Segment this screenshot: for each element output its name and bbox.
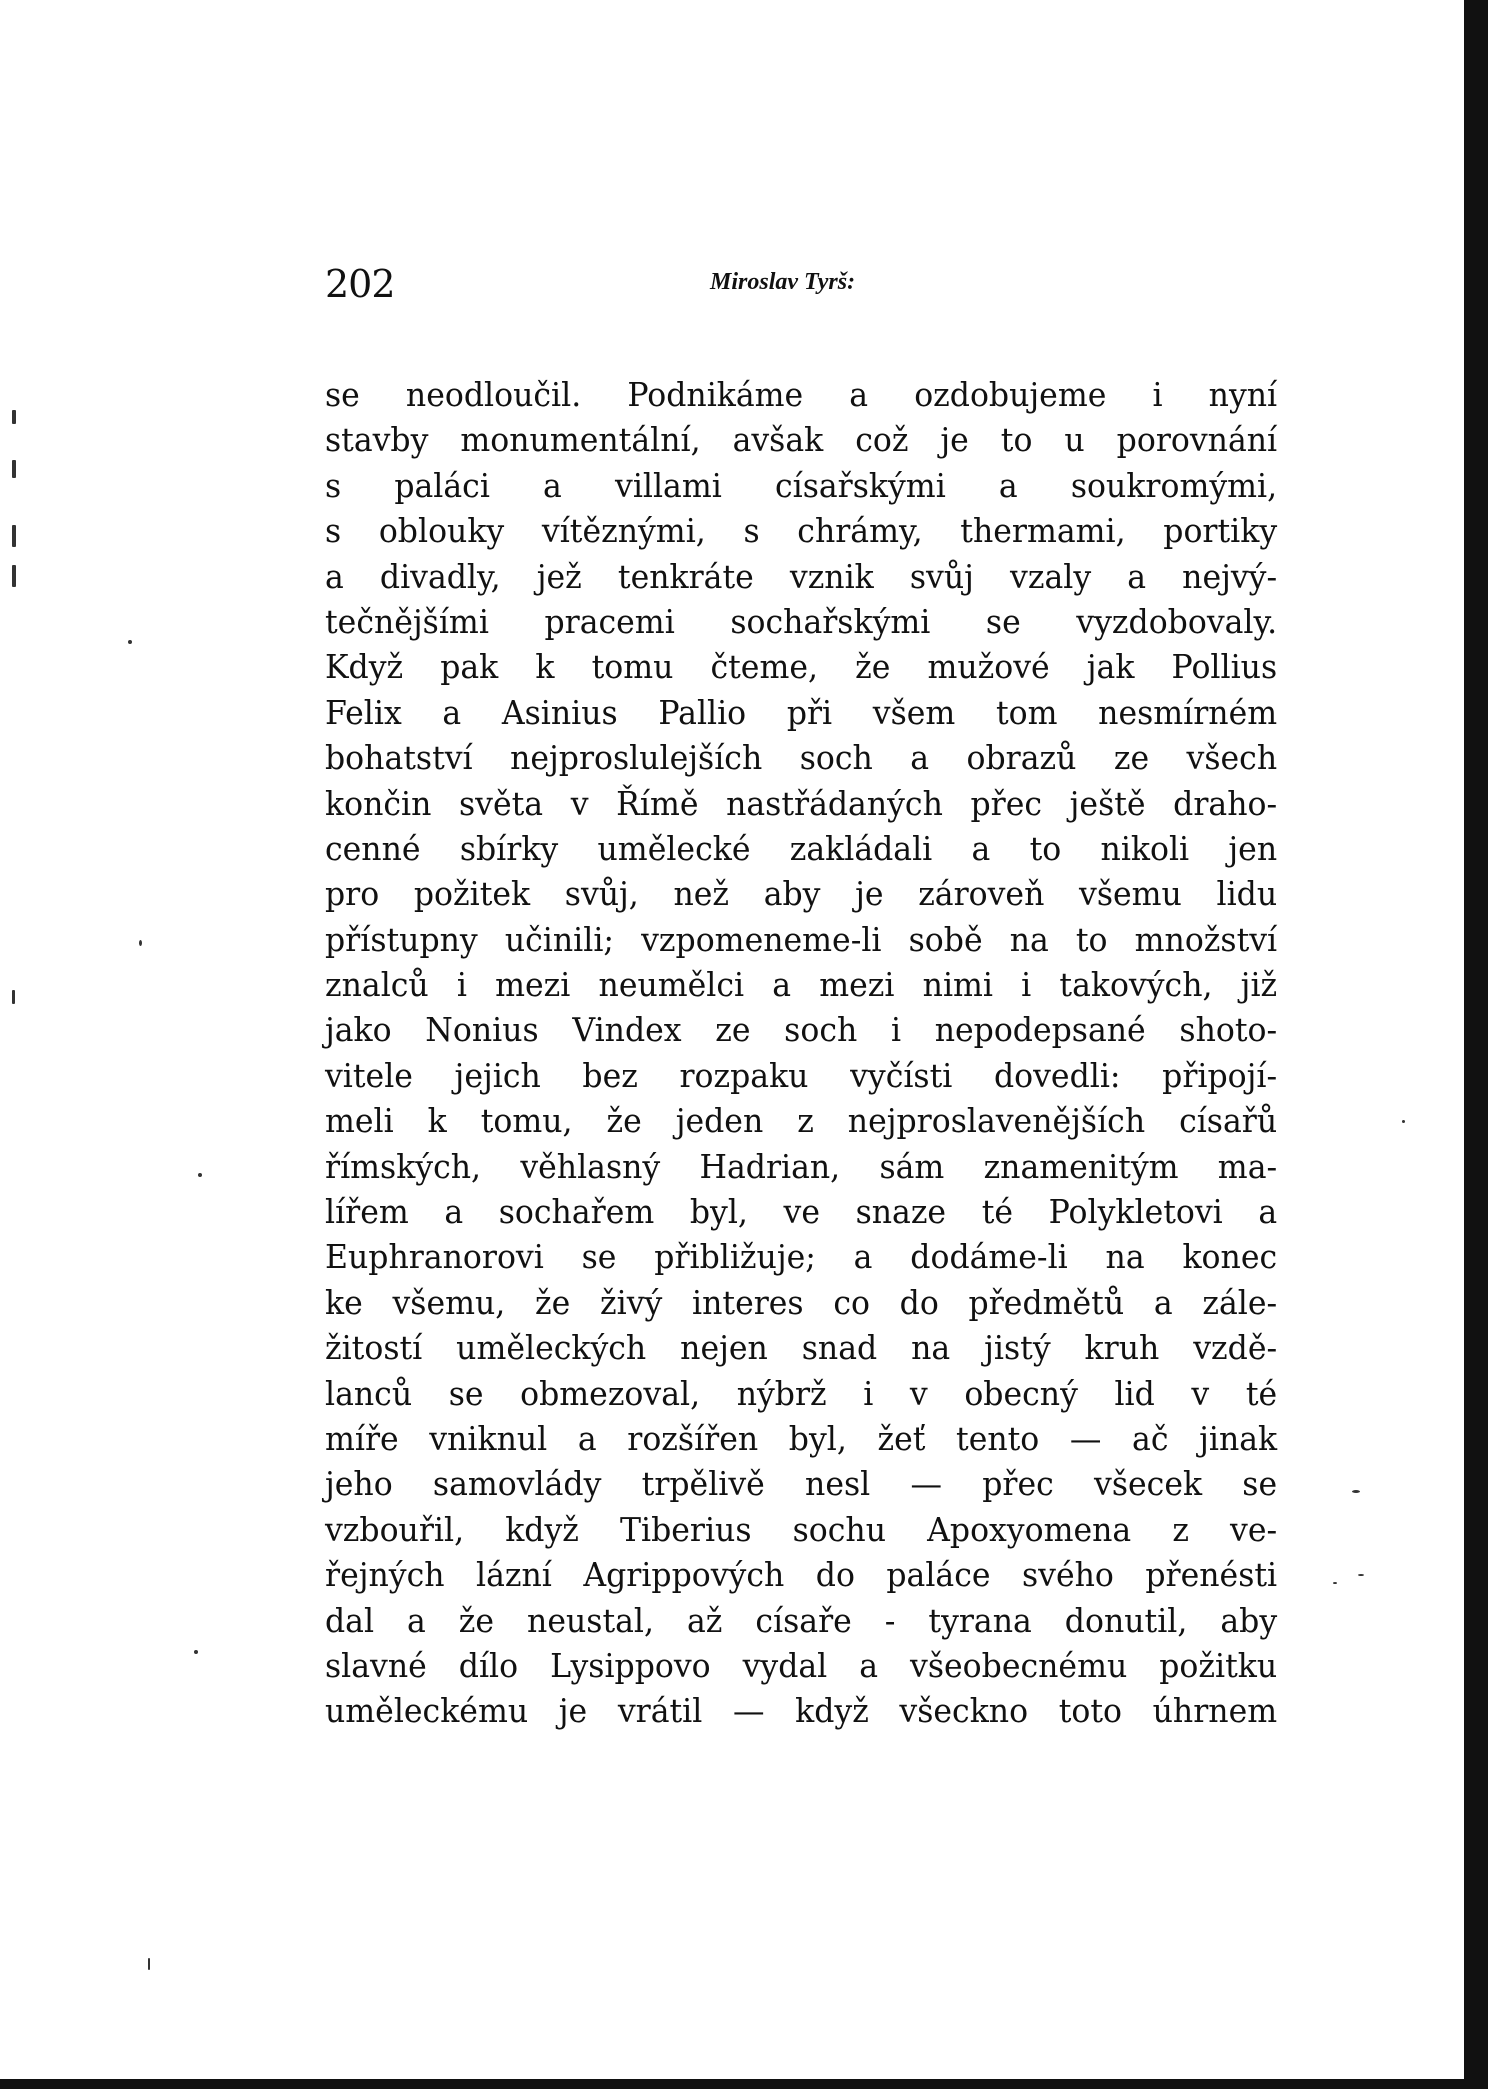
running-head: Miroslav Tyrš: <box>710 269 856 295</box>
text-line: slavné dílo Lysippovo vydal a všeobecnému požitku <box>325 1645 1278 1685</box>
scan-speck <box>12 525 16 547</box>
scan-border-bottom <box>0 2079 1488 2089</box>
text-line: a divadly, jež tenkráte vznik svůj vzaly a nejvý- <box>325 556 1278 596</box>
scan-speck <box>1358 1574 1364 1576</box>
text-line: uměleckému je vrátil — když všeckno toto úhrnem <box>325 1691 1278 1731</box>
text-line: lířem a sochařem byl, ve snaze té Polykletovi a <box>325 1192 1278 1232</box>
scan-speck <box>1352 1490 1360 1493</box>
text-line: meli k tomu, že jeden z nejproslavenějších císařů <box>325 1101 1278 1141</box>
text-line: ke všemu, že živý interes co do předmětů a zále- <box>325 1282 1278 1322</box>
text-line: cenné sbírky umělecké zakládali a to nikoli jen <box>325 828 1278 868</box>
text-line: Když pak k tomu čteme, že mužové jak Pollius <box>325 647 1278 687</box>
scan-speck <box>1333 1582 1337 1584</box>
text-line: vitele jejich bez rozpaku vyčísti dovedli: připojí- <box>325 1055 1278 1095</box>
scan-speck <box>1402 1120 1405 1123</box>
text-line: Felix a Asinius Pallio při všem tom nesmírném <box>325 692 1278 732</box>
text-line: přístupny učinili; vzpomeneme-li sobě na to množství <box>325 919 1278 959</box>
text-line: bohatství nejproslulejších soch a obrazů ze všech <box>325 738 1278 778</box>
text-line: se neodloučil. Podnikáme a ozdobujeme i nyní <box>325 375 1278 414</box>
text-line: stavby monumentální, avšak což je to u porovnání <box>325 420 1278 460</box>
text-line: znalců i mezi neumělci a mezi nimi i takových, již <box>325 965 1278 1005</box>
text-line: dal a že neustal, až císaře - tyrana donutil, aby <box>325 1600 1278 1640</box>
text-line: pro požitek svůj, než aby je zároveň všemu lidu <box>325 874 1278 914</box>
text-line: tečnějšími pracemi sochařskými se vyzdobovaly. <box>325 601 1278 641</box>
text-line: lanců se obmezoval, nýbrž i v obecný lid v té <box>325 1373 1278 1413</box>
scan-speck <box>148 1958 150 1970</box>
text-line: vzbouřil, když Tiberius sochu Apoxyomena z ve- <box>325 1509 1278 1549</box>
text-line: s paláci a villami císařskými a soukromými, <box>325 465 1278 505</box>
text-line: končin světa v Římě nastřádaných přec ještě draho- <box>325 783 1278 823</box>
page-header <box>325 252 1285 312</box>
scan-speck <box>139 940 142 946</box>
scan-speck <box>12 990 15 1004</box>
body-text <box>325 372 1277 1734</box>
scan-speck <box>12 460 16 478</box>
scan-border-right <box>1464 0 1488 2089</box>
text-line: jako Nonius Vindex ze soch i nepodepsané shoto- <box>325 1010 1278 1050</box>
scan-speck <box>128 640 132 644</box>
text-line: řejných lázní Agrippových do paláce svého přenésti <box>325 1555 1278 1595</box>
scan-speck <box>194 1650 198 1654</box>
text-line: míře vniknul a rozšířen byl, žeť tento — ač jinak <box>325 1418 1278 1458</box>
page-number: 202 <box>325 262 395 306</box>
text-line: s oblouky vítěznými, s chrámy, thermami, portiky <box>325 511 1278 551</box>
text-line: žitostí uměleckých nejen snad na jistý kruh vzdě- <box>325 1328 1278 1368</box>
scan-speck <box>12 410 16 424</box>
text-line: Euphranorovi se přibližuje; a dodáme-li na konec <box>325 1237 1278 1277</box>
text-line: římských, věhlasný Hadrian, sám znamenitým ma- <box>325 1146 1278 1186</box>
scan-speck <box>198 1173 202 1177</box>
text-line: jeho samovlády trpělivě nesl — přec všecek se <box>325 1464 1278 1504</box>
scan-speck <box>12 565 16 587</box>
